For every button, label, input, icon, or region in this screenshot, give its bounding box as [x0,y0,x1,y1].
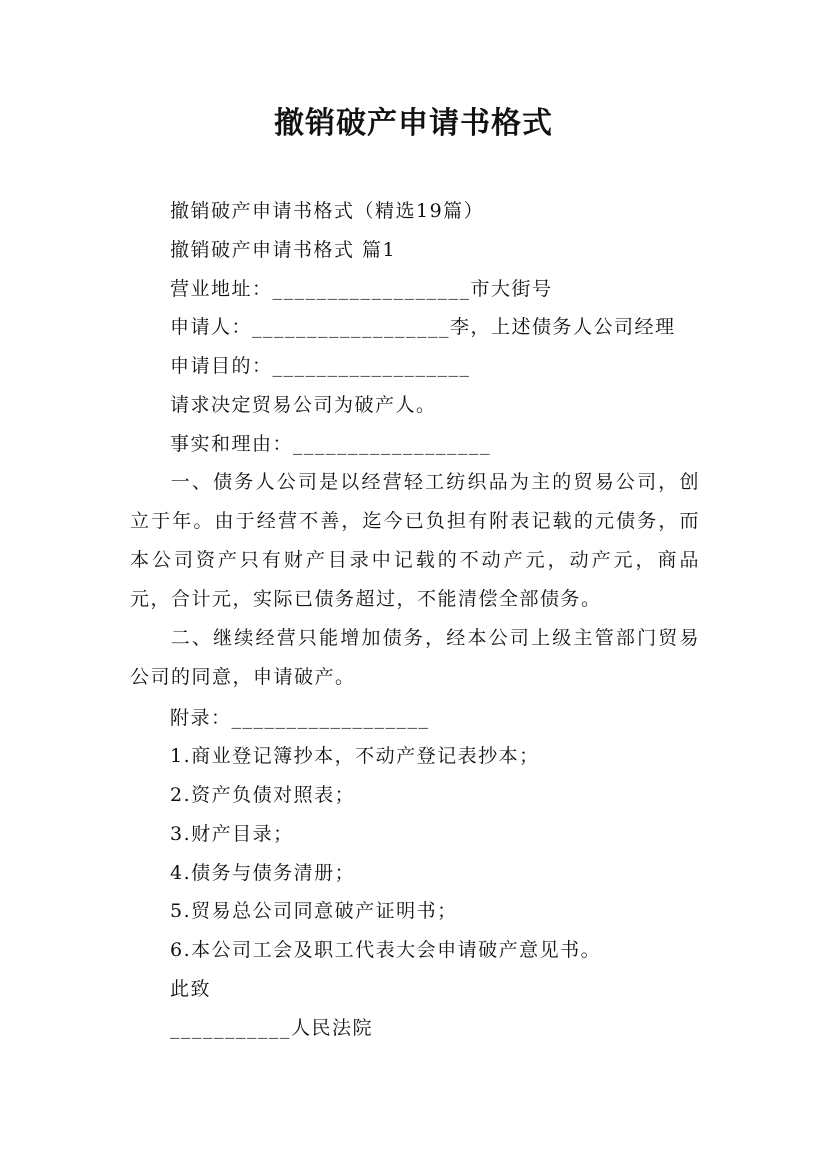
purpose-line: 申请目的：__________________ [170,355,471,377]
paragraph-2 [130,619,700,697]
attachment-item-2: 2.资产负债对照表； [170,784,356,806]
attachment-line: 附录：__________________ [170,707,430,729]
closing-line: 此致 [170,978,212,1000]
attachment-item-6: 6.本公司工会及职工代表大会申请破产意见书。 [170,939,602,961]
attachment-item-5: 5.贸易总公司同意破产证明书； [170,900,458,922]
applicant-line: 申请人：__________________李，上述债务人公司经理 [170,316,676,338]
section-heading: 撤销破产申请书格式 篇1 [170,239,397,261]
facts-line: 事实和理由：__________________ [170,433,492,455]
attachment-item-3: 3.财产目录； [170,823,294,845]
attachment-item-4: 4.债务与债务清册； [170,862,356,884]
request-line: 请求决定贸易公司为破产人。 [170,394,437,416]
paragraph-2-text: 二、继续经营只能增加债务，经本公司上级主管部门贸易公司的同意，申请破产。 [130,627,700,688]
attachment-item-1: 1.商业登记簿抄本，不动产登记表抄本； [170,745,540,767]
business-address-line: 营业地址：__________________市大街号 [170,278,553,300]
subtitle: 撤销破产申请书格式（精选19篇） [170,200,485,222]
paragraph-1 [130,463,700,619]
court-line: ___________人民法院 [170,1017,374,1039]
paragraph-1-text: 一、债务人公司是以经营轻工纺织品为主的贸易公司，创立于年。由于经营不善，迄今已负担有附表记载的元债务，而本公司资产只有财产目录中记载的不动产元，动产元，商品元，合计元，实际已债务超过，不能清偿全部债务。 [130,471,700,610]
document-title: 撤销破产申请书格式 [274,106,553,141]
